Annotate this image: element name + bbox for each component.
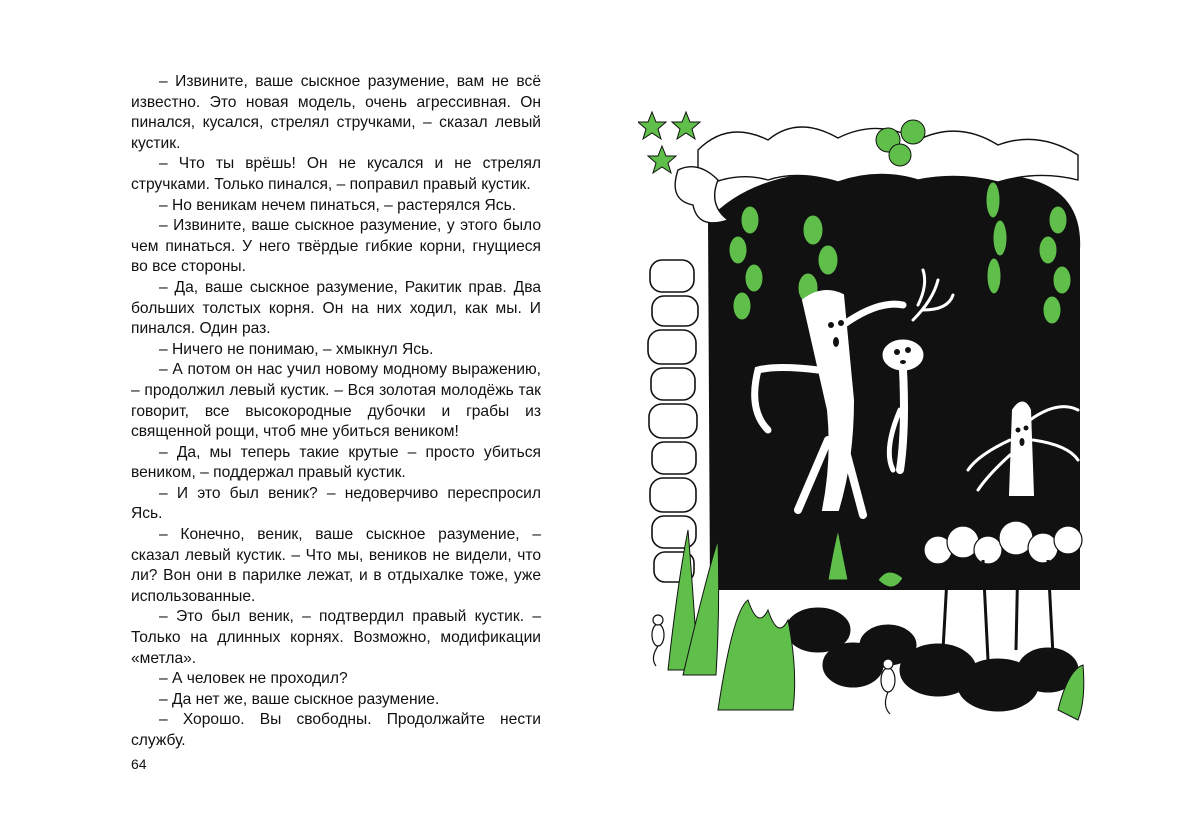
page-number: 64	[131, 756, 147, 772]
right-page	[600, 0, 1200, 822]
forest-illustration	[638, 110, 1088, 730]
paragraph: – Это был веник, – подтвердил правый кустик. – Только на длинных корнях. Возможно, модификации «метла».	[131, 608, 541, 667]
paragraph: – А человек не проходил?	[159, 670, 348, 688]
text-block	[131, 72, 541, 752]
paragraph: – Извините, ваше сыскное разумение, у этого было чем пинаться. У него твёрдые гибкие корни, гнущиеся во все стороны.	[131, 217, 541, 276]
paragraph: – Конечно, веник, ваше сыскное разумение, – сказал левый кустик. – Что мы, веников не видели, что ли? Вон они в парилке лежат, и в отдыхалке тоже, уже использованные.	[131, 526, 541, 605]
paragraph: – Ничего не понимаю, – хмыкнул Ясь.	[159, 340, 434, 358]
white-flowers	[924, 521, 1082, 660]
paragraph: – Да, мы теперь такие крутые – просто убиться веником, – поддержал правый кустик.	[131, 443, 541, 482]
green-stars	[638, 112, 700, 173]
paragraph: – Да нет же, ваше сыскное разумение.	[159, 690, 440, 708]
stone-wall	[648, 260, 698, 582]
dark-foliage	[786, 608, 1078, 711]
paragraph: – Что ты врёшь! Он не кусался и не стрелял стручками. Только пинался, – поправил правый кустик.	[131, 155, 541, 193]
paragraph: – Извините, ваше сыскное разумение, вам не всё известно. Это новая модель, очень агрессивная. Он пинался, кусался, стрелял стручками, – сказал левый кустик.	[131, 73, 541, 152]
paragraph: – Да, ваше сыскное разумение, Ракитик прав. Два больших толстых корня. Он на них ходил, как мы. И пинался. Один раз.	[131, 278, 541, 338]
paragraph: – А потом он нас учил новому модному выражению, – продолжил левый кустик. – Вся золотая молодёжь так говорит, все высокородные дубочки и грабы из священной рощи, чтоб мне убиться веником!	[131, 361, 541, 441]
paragraph: – И это был веник? – недоверчиво переспросил Ясь.	[131, 484, 541, 523]
paragraph: – Хорошо. Вы свободны. Продолжайте нести службу.	[131, 711, 541, 749]
paragraph: – Но веникам нечем пинаться, – растерялся Ясь.	[159, 196, 517, 214]
